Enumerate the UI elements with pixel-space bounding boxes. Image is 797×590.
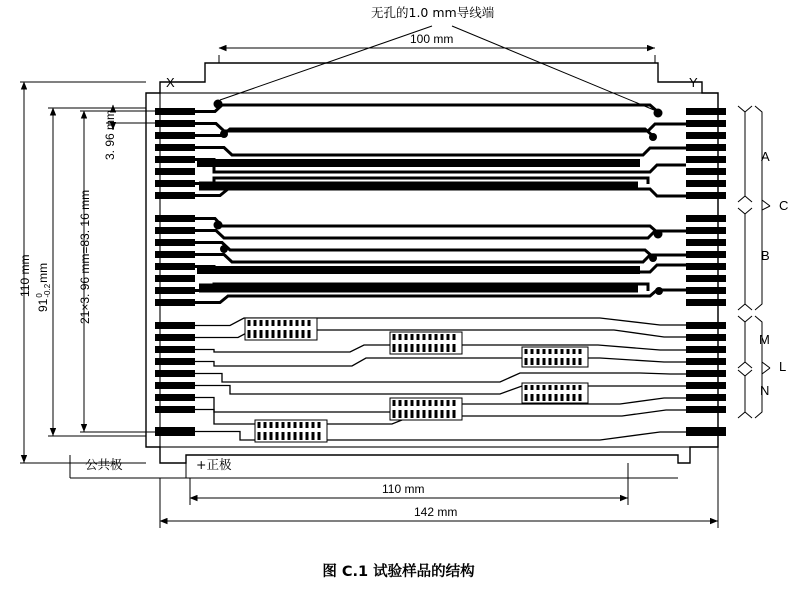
group-label-b: B xyxy=(761,248,770,263)
group-label-l: L xyxy=(779,359,787,374)
component-block xyxy=(390,398,462,420)
terminal-marker-x: X xyxy=(166,75,175,90)
dim-91-tol-up: 0 xyxy=(35,293,44,298)
group-label-m: M xyxy=(759,332,770,347)
dim-label-bottom-142: 142 mm xyxy=(414,505,458,519)
pole-label-common: 公共极 xyxy=(85,457,123,472)
dim-label-left-110: 110 mm xyxy=(18,254,32,297)
component-block xyxy=(390,332,462,354)
group-label-c: C xyxy=(779,198,789,213)
component-block xyxy=(522,347,588,367)
terminal-marker-y: Y xyxy=(689,75,698,90)
dim-label-top-100: 100 mm xyxy=(410,32,454,46)
note-no-hole-lead-end: 无孔的1.0 mm导线端 xyxy=(371,5,495,20)
group-label-a: A xyxy=(761,149,770,164)
pole-label-positive: +正极 xyxy=(196,457,232,472)
dim-91-unit: mm xyxy=(36,262,51,283)
dim-label-bottom-110: 110 mm xyxy=(382,482,425,496)
trace-group-b xyxy=(195,219,686,303)
dim-label-pitch-stack: 21×3. 96 mm=83. 16 mm xyxy=(78,189,92,324)
group-label-n: N xyxy=(760,383,770,398)
bottom-pole-separators xyxy=(70,455,678,478)
trace-group-a xyxy=(195,100,686,197)
dim-91-value: 91 xyxy=(36,298,51,312)
left-terminal-pads xyxy=(155,108,195,436)
right-terminal-pads xyxy=(686,108,726,436)
dim-91-tol-dn: -0.2 xyxy=(43,283,52,298)
component-block xyxy=(522,383,588,403)
figure-caption: 图 C.1 试验样品的结构 xyxy=(322,564,475,580)
component-block xyxy=(255,420,327,442)
dim-top-100 xyxy=(219,48,655,63)
component-block xyxy=(245,318,317,340)
dim-label-left-91 xyxy=(36,263,52,312)
dim-label-pitch-single: 3. 96 mm xyxy=(103,109,117,160)
component-blocks xyxy=(245,318,588,442)
